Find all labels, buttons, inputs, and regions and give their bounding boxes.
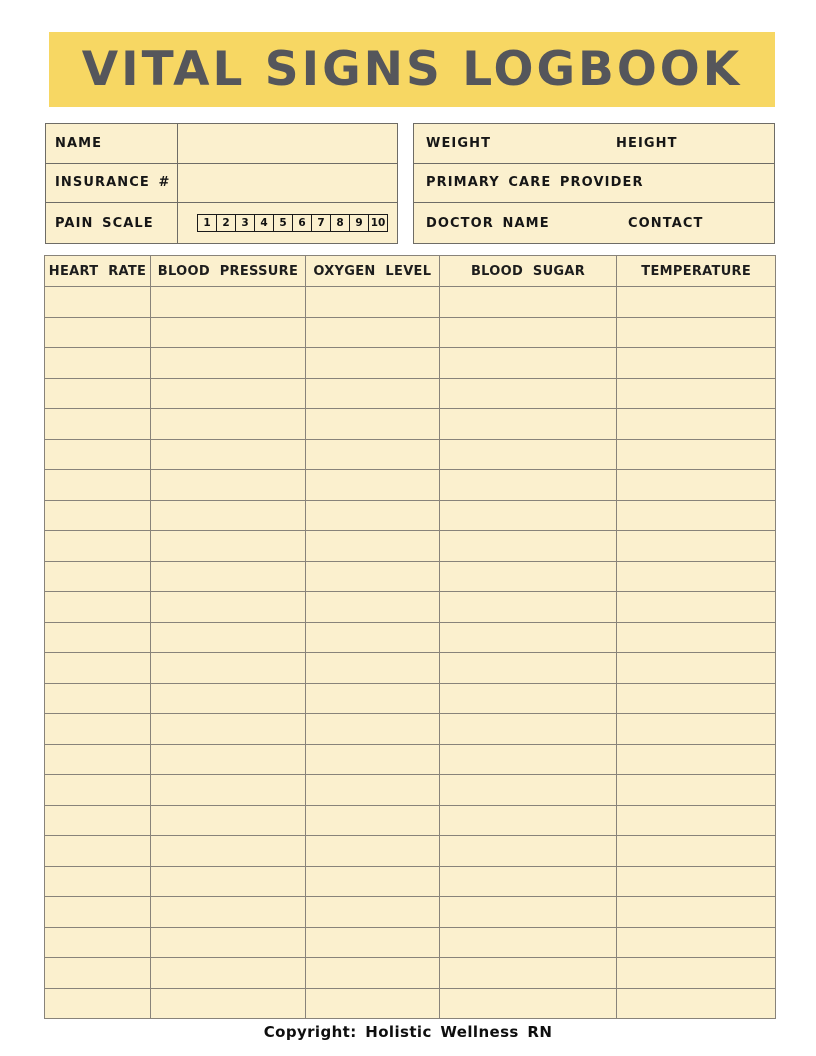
log-cell[interactable] — [150, 897, 305, 928]
log-cell[interactable] — [150, 988, 305, 1019]
log-cell[interactable] — [439, 958, 617, 989]
log-cell[interactable] — [45, 470, 151, 501]
log-cell[interactable] — [439, 592, 617, 623]
log-cell[interactable] — [617, 866, 776, 897]
log-cell[interactable] — [150, 927, 305, 958]
table-row — [45, 714, 776, 745]
log-cell[interactable] — [617, 500, 776, 531]
log-cell[interactable] — [617, 805, 776, 836]
log-cell[interactable] — [305, 378, 439, 409]
log-cell[interactable] — [305, 714, 439, 745]
vitals-log-table — [44, 255, 776, 1019]
log-cell[interactable] — [150, 592, 305, 623]
table-row — [45, 287, 776, 318]
pain-scale-box[interactable]: 1 — [197, 214, 217, 232]
log-cell[interactable] — [45, 775, 151, 806]
log-cell[interactable] — [305, 409, 439, 440]
medical-info-box — [413, 123, 775, 244]
log-cell[interactable] — [617, 439, 776, 470]
table-row — [45, 622, 776, 653]
log-cell[interactable] — [439, 531, 617, 562]
log-cell[interactable] — [439, 927, 617, 958]
log-cell[interactable] — [439, 805, 617, 836]
log-cell[interactable] — [305, 622, 439, 653]
table-row — [45, 866, 776, 897]
log-cell[interactable] — [150, 409, 305, 440]
log-cell[interactable] — [150, 348, 305, 379]
weight-label: WEIGHT — [426, 135, 492, 151]
insurance-field[interactable] — [178, 164, 397, 204]
log-cell[interactable] — [150, 744, 305, 775]
log-cell[interactable] — [305, 348, 439, 379]
log-cell[interactable] — [439, 439, 617, 470]
log-cell[interactable] — [305, 592, 439, 623]
pain-scale-box[interactable]: 10 — [368, 214, 388, 232]
log-cell[interactable] — [439, 378, 617, 409]
log-cell[interactable] — [305, 470, 439, 501]
log-cell[interactable] — [305, 439, 439, 470]
table-row — [45, 897, 776, 928]
log-cell[interactable] — [617, 744, 776, 775]
log-cell[interactable] — [305, 866, 439, 897]
log-cell[interactable] — [45, 805, 151, 836]
doctor-name-label: DOCTOR NAME — [426, 215, 550, 231]
log-cell[interactable] — [617, 287, 776, 318]
contact-label: CONTACT — [628, 215, 704, 231]
log-cell[interactable] — [305, 531, 439, 562]
log-cell[interactable] — [305, 805, 439, 836]
page-title: VITAL SIGNS LOGBOOK — [81, 42, 743, 97]
log-cell[interactable] — [439, 714, 617, 745]
pain-scale-box[interactable]: 5 — [273, 214, 293, 232]
log-cell[interactable] — [150, 836, 305, 867]
log-cell[interactable] — [45, 592, 151, 623]
log-cell[interactable] — [150, 958, 305, 989]
table-row — [45, 531, 776, 562]
table-row — [45, 683, 776, 714]
table-row — [45, 561, 776, 592]
insurance-label-cell — [46, 164, 178, 204]
log-cell[interactable] — [45, 500, 151, 531]
log-cell[interactable] — [45, 348, 151, 379]
log-cell[interactable] — [150, 470, 305, 501]
log-cell[interactable] — [439, 988, 617, 1019]
log-cell[interactable] — [439, 836, 617, 867]
log-cell[interactable] — [617, 561, 776, 592]
column-header: OXYGEN LEVEL — [305, 256, 439, 287]
log-cell[interactable] — [45, 683, 151, 714]
column-header: BLOOD SUGAR — [439, 256, 617, 287]
log-cell[interactable] — [617, 592, 776, 623]
copyright-text: Copyright: Holistic Wellness RN — [263, 1023, 553, 1041]
log-cell[interactable] — [617, 470, 776, 501]
log-cell[interactable] — [617, 317, 776, 348]
table-row — [45, 348, 776, 379]
log-cell[interactable] — [45, 317, 151, 348]
weight-height-row[interactable] — [414, 124, 774, 164]
log-cell[interactable] — [305, 836, 439, 867]
log-cell[interactable] — [439, 744, 617, 775]
column-header: BLOOD PRESSURE — [150, 256, 305, 287]
log-cell[interactable] — [150, 866, 305, 897]
log-cell[interactable] — [305, 287, 439, 318]
log-cell[interactable] — [45, 866, 151, 897]
table-row — [45, 592, 776, 623]
log-cell[interactable] — [45, 561, 151, 592]
log-cell[interactable] — [45, 287, 151, 318]
table-row — [45, 409, 776, 440]
log-cell[interactable] — [150, 805, 305, 836]
pain-scale-cell — [178, 203, 397, 243]
log-cell[interactable] — [617, 714, 776, 745]
height-label: HEIGHT — [616, 135, 678, 151]
primary-care-row[interactable] — [414, 164, 774, 204]
log-cell[interactable] — [150, 775, 305, 806]
log-cell[interactable] — [439, 622, 617, 653]
primary-care-label: PRIMARY CARE PROVIDER — [426, 175, 644, 191]
log-cell[interactable] — [45, 897, 151, 928]
log-cell[interactable] — [617, 775, 776, 806]
table-row — [45, 439, 776, 470]
table-row — [45, 744, 776, 775]
log-cell[interactable] — [305, 683, 439, 714]
log-cell[interactable] — [617, 927, 776, 958]
log-cell[interactable] — [45, 744, 151, 775]
log-cell[interactable] — [150, 378, 305, 409]
log-cell[interactable] — [45, 988, 151, 1019]
log-cell[interactable] — [150, 561, 305, 592]
log-cell[interactable] — [45, 622, 151, 653]
log-cell[interactable] — [439, 409, 617, 440]
log-cell[interactable] — [439, 897, 617, 928]
log-cell[interactable] — [45, 653, 151, 684]
log-cell[interactable] — [439, 866, 617, 897]
log-cell[interactable] — [439, 775, 617, 806]
log-cell[interactable] — [617, 958, 776, 989]
log-cell[interactable] — [439, 348, 617, 379]
table-row — [45, 927, 776, 958]
log-cell[interactable] — [305, 653, 439, 684]
log-cell[interactable] — [439, 653, 617, 684]
log-cell[interactable] — [617, 897, 776, 928]
pain-scale — [197, 214, 388, 232]
column-header: TEMPERATURE — [617, 256, 776, 287]
log-cell[interactable] — [150, 317, 305, 348]
pain-scale-box[interactable]: 8 — [330, 214, 350, 232]
log-cell[interactable] — [439, 287, 617, 318]
log-cell[interactable] — [305, 561, 439, 592]
table-row — [45, 470, 776, 501]
name-label: NAME — [55, 135, 103, 151]
log-cell[interactable] — [617, 622, 776, 653]
pain-scale-box[interactable]: 9 — [349, 214, 369, 232]
log-cell[interactable] — [439, 500, 617, 531]
log-cell[interactable] — [305, 988, 439, 1019]
table-row — [45, 378, 776, 409]
log-cell[interactable] — [150, 500, 305, 531]
table-row — [45, 836, 776, 867]
pain-scale-box[interactable]: 7 — [311, 214, 331, 232]
log-cell[interactable] — [617, 409, 776, 440]
log-cell[interactable] — [305, 927, 439, 958]
log-cell[interactable] — [617, 988, 776, 1019]
log-cell[interactable] — [45, 409, 151, 440]
log-cell[interactable] — [150, 622, 305, 653]
log-cell[interactable] — [45, 714, 151, 745]
table-row — [45, 805, 776, 836]
pain-scale-label: PAIN SCALE — [55, 215, 154, 231]
patient-info-box — [45, 123, 398, 244]
log-cell[interactable] — [617, 836, 776, 867]
log-cell[interactable] — [305, 500, 439, 531]
log-cell[interactable] — [439, 561, 617, 592]
insurance-label: INSURANCE # — [55, 175, 171, 191]
table-row — [45, 988, 776, 1019]
table-row — [45, 775, 776, 806]
pain-scale-box[interactable]: 6 — [292, 214, 312, 232]
log-cell[interactable] — [305, 317, 439, 348]
log-cell[interactable] — [45, 958, 151, 989]
table-row — [45, 317, 776, 348]
log-cell[interactable] — [150, 683, 305, 714]
log-cell[interactable] — [617, 653, 776, 684]
log-cell[interactable] — [305, 897, 439, 928]
log-cell[interactable] — [45, 439, 151, 470]
log-cell[interactable] — [150, 653, 305, 684]
log-cell[interactable] — [150, 714, 305, 745]
log-cell[interactable] — [439, 470, 617, 501]
log-cell[interactable] — [617, 531, 776, 562]
log-cell[interactable] — [305, 744, 439, 775]
pain-scale-box[interactable]: 2 — [216, 214, 236, 232]
log-cell[interactable] — [617, 348, 776, 379]
table-row — [45, 653, 776, 684]
title-banner — [49, 32, 775, 107]
log-cell[interactable] — [617, 683, 776, 714]
log-cell[interactable] — [150, 531, 305, 562]
table-row — [45, 958, 776, 989]
log-cell[interactable] — [45, 836, 151, 867]
log-cell[interactable] — [305, 775, 439, 806]
doctor-contact-row[interactable] — [414, 203, 774, 243]
log-cell[interactable] — [150, 287, 305, 318]
log-cell[interactable] — [45, 378, 151, 409]
table-row — [45, 500, 776, 531]
log-cell[interactable] — [150, 439, 305, 470]
pain-scale-box[interactable]: 3 — [235, 214, 255, 232]
pain-scale-label-cell — [46, 203, 178, 243]
log-cell[interactable] — [617, 378, 776, 409]
log-cell[interactable] — [305, 958, 439, 989]
column-header: HEART RATE — [45, 256, 151, 287]
log-cell[interactable] — [439, 317, 617, 348]
log-cell[interactable] — [439, 683, 617, 714]
log-cell[interactable] — [45, 531, 151, 562]
name-label-cell — [46, 124, 178, 164]
pain-scale-box[interactable]: 4 — [254, 214, 274, 232]
log-cell[interactable] — [45, 927, 151, 958]
name-field[interactable] — [178, 124, 397, 164]
